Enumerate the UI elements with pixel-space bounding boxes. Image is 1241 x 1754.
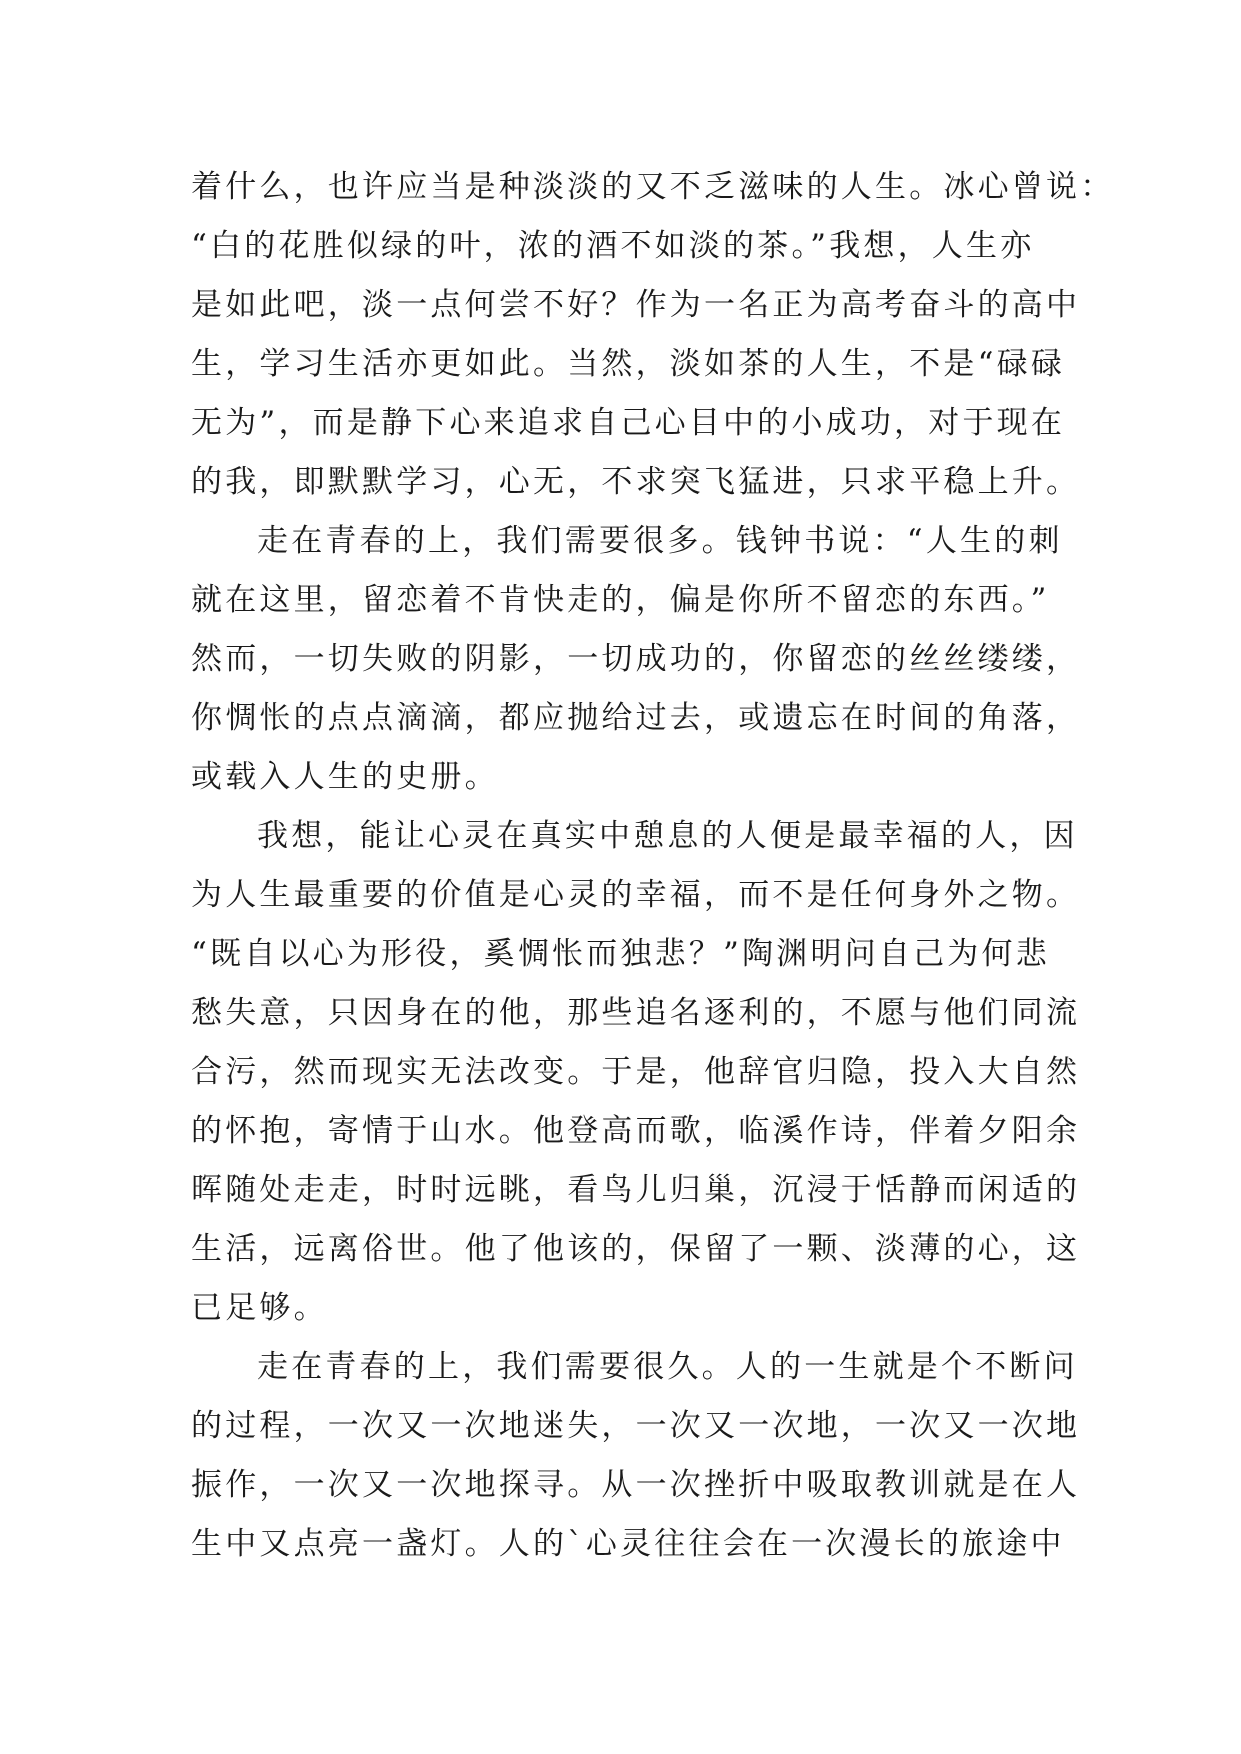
text-line: 走在青春的上，我们需要很久。人的一生就是个不断问: [257, 1349, 1078, 1385]
text-line: 无为”，而是静下心来追求自己心目中的小成功，对于现在: [191, 405, 1066, 441]
text-line: 的过程，一次又一次地迷失，一次又一次地，一次又一次地: [191, 1408, 1081, 1444]
text-line: 的我，即默默学习，心无，不求突飞猛进，只求平稳上升。: [191, 464, 1081, 500]
text-line: 或载入人生的史册。: [191, 759, 499, 795]
text-line: 已足够。: [191, 1290, 328, 1326]
text-line: 愁失意，只因身在的他，那些追名逐利的，不愿与他们同流: [191, 995, 1081, 1031]
text-line: 生中又点亮一盏灯。人的`心灵往往会在一次漫长的旅途中: [191, 1526, 1065, 1562]
text-line: 振作，一次又一次地探寻。从一次挫折中吸取教训就是在人: [191, 1467, 1081, 1503]
text-line: 然而，一切失败的阴影，一切成功的，你留恋的丝丝缕缕，: [191, 641, 1081, 677]
text-line: 就在这里，留恋着不肯快走的，偏是你所不留恋的东西。”: [191, 582, 1050, 618]
text-line: 你惆怅的点点滴滴，都应抛给过去，或遗忘在时间的角落，: [191, 700, 1081, 736]
text-line: 合污，然而现实无法改变。于是，他辞官归隐，投入大自然: [191, 1054, 1081, 1090]
text-line: “白的花胜似绿的叶，浓的酒不如淡的茶。”我想，人生亦: [191, 228, 1035, 264]
body-text: [191, 158, 1115, 1574]
text-line: 着什么，也许应当是种淡淡的又不乏滋味的人生。冰心曾说：: [191, 169, 1115, 205]
text-line: 生，学习生活亦更如此。当然，淡如茶的人生，不是“碌碌: [191, 346, 1066, 382]
text-line: 晖随处走走，时时远眺，看鸟儿归巢，沉浸于恬静而闲适的: [191, 1172, 1081, 1208]
text-line: 为人生最重要的价值是心灵的幸福，而不是任何身外之物。: [191, 877, 1081, 913]
text-line: 是如此吧，淡一点何尝不好？作为一名正为高考奋斗的高中: [191, 287, 1081, 323]
text-line: 的怀抱，寄情于山水。他登高而歌，临溪作诗，伴着夕阳余: [191, 1113, 1081, 1149]
text-line: “既自以心为形役，奚惆怅而独悲？”陶渊明问自己为何悲: [191, 936, 1050, 972]
text-line: 我想，能让心灵在真实中憩息的人便是最幸福的人，因: [257, 818, 1078, 854]
text-line: 生活，远离俗世。他了他该的，保留了一颗、淡薄的心，这: [191, 1231, 1081, 1267]
text-line: 走在青春的上，我们需要很多。钱钟书说：“人生的刺: [257, 523, 1063, 559]
